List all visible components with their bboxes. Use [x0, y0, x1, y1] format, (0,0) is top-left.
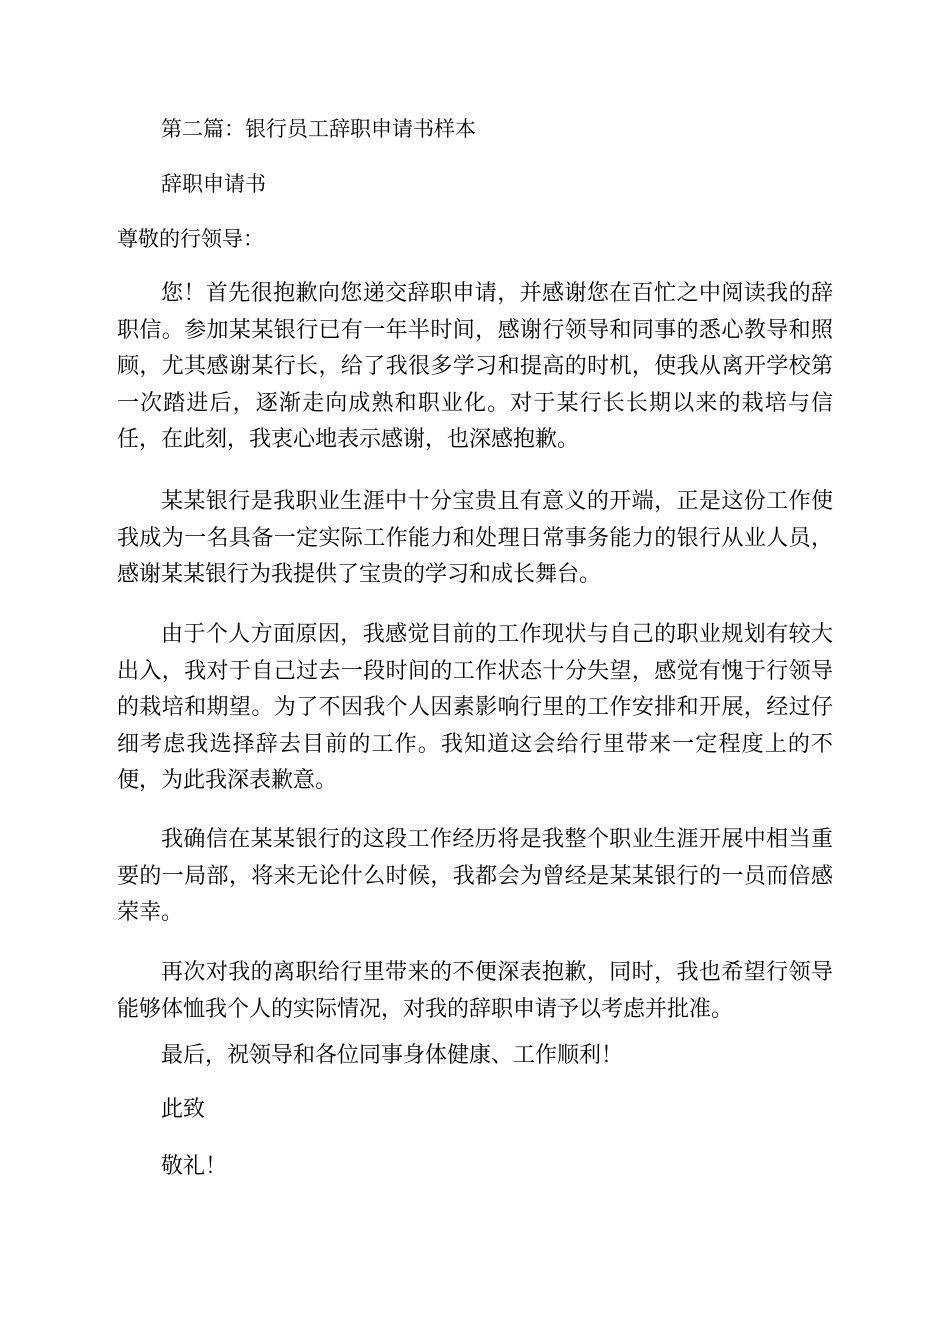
document-heading: 第二篇：银行员工辞职申请书样本: [161, 117, 476, 141]
paragraph: 再次对我的离职给行里带来的不便深表抱歉，同时，我也希望行领导能够体恤我个人的实际情况，对我的辞职申请予以考虑并批准。: [117, 960, 833, 1022]
closing-cizhi: 此致: [161, 1097, 206, 1122]
document-title: 辞职申请书: [161, 172, 266, 196]
salutation: 尊敬的行领导：: [117, 227, 264, 251]
closing-wishes: 最后，祝领导和各位同事身体健康、工作顺利！: [161, 1043, 624, 1068]
closing-jingli: 敬礼！: [161, 1154, 228, 1179]
paragraph: 由于个人方面原因，我感觉目前的工作现状与自己的职业规划有较大出入，我对于自己过去一段时间的工作状态十分失望，感觉有愧于行领导的栽培和期望。为了不因我个人因素影响行里的工作安排和开展，经过仔细考虑我选择辞去目前的工作。我知道这会给行里带来一定程度上的不便，为此我深表歉意。: [117, 622, 833, 793]
paragraph: 您！首先很抱歉向您递交辞职申请，并感谢您在百忙之中阅读我的辞职信。参加某某银行已有一年半时间，感谢行领导和同事的悉心教导和照顾，尤其感谢某行长，给了我很多学习和提高的时机，使我从离开学校第一次踏进后，逐渐走向成熟和职业化。对于某行长长期以来的栽培与信任，在此刻，我衷心地表示感谢，也深感抱歉。: [117, 281, 833, 452]
paragraph: 某某银行是我职业生涯中十分宝贵且有意义的开端，正是这份工作使我成为一名具备一定实际工作能力和处理日常事务能力的银行从业人员，感谢某某银行为我提供了宝贵的学习和成长舞台。: [117, 489, 833, 587]
paragraph: 我确信在某某银行的这段工作经历将是我整个职业生涯开展中相当重要的一局部，将来无论什么时候，我都会为曾经是某某银行的一员而倍感荣幸。: [117, 827, 833, 925]
